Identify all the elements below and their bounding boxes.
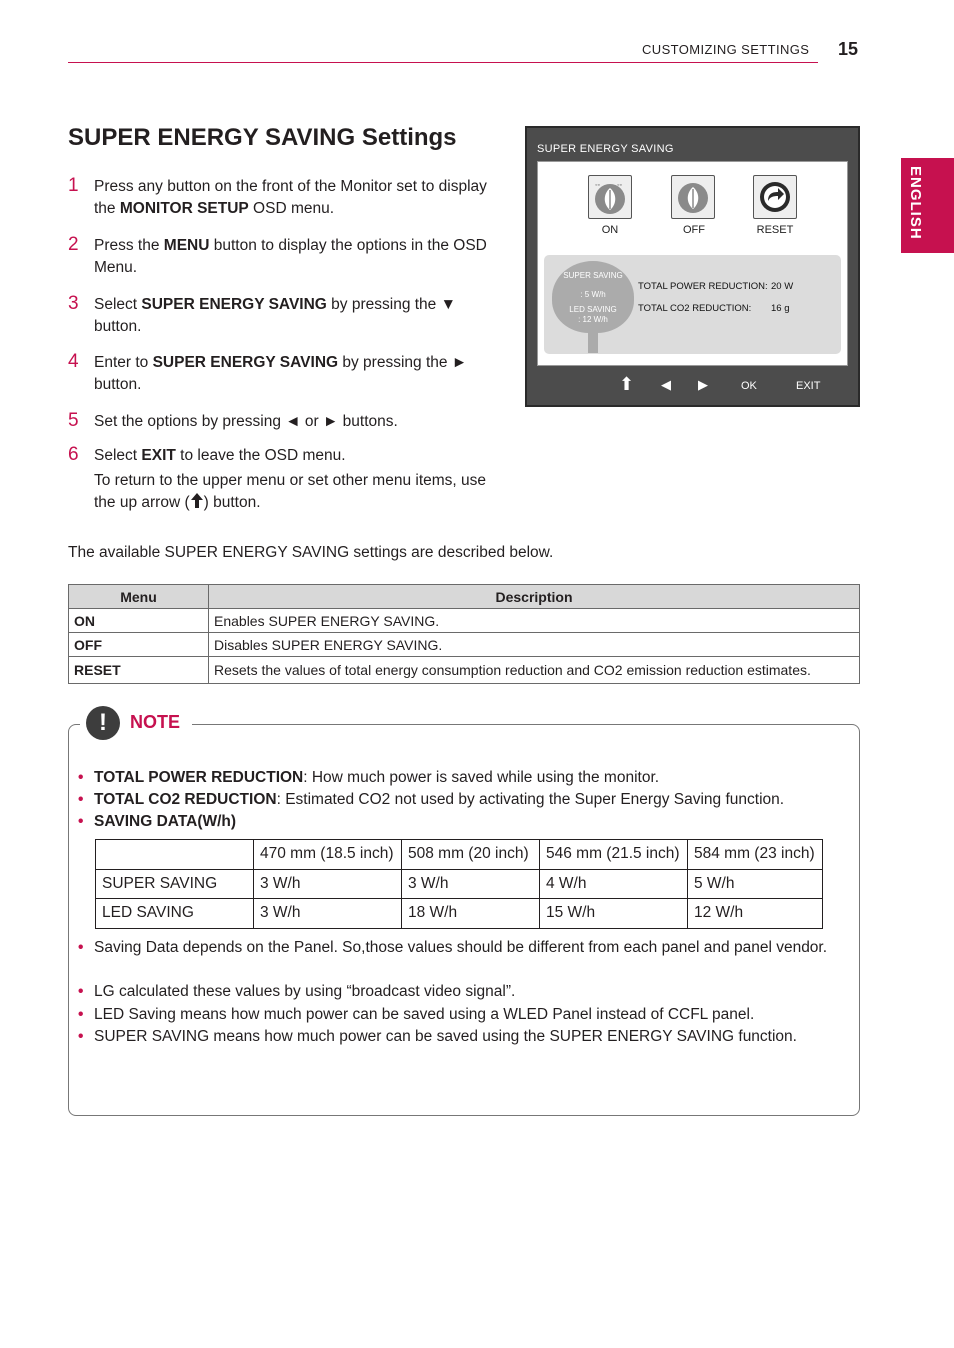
table-header-cell: 508 mm (20 inch): [402, 840, 540, 870]
step-number: 6: [68, 444, 79, 465]
osd-off-button[interactable]: [671, 175, 715, 219]
step-text-post: by pressing the ▼ button.: [94, 296, 456, 335]
table-header-cell: 584 mm (23 inch): [688, 840, 823, 870]
osd-panel: [537, 161, 848, 366]
running-header-section: CUSTOMIZING SETTINGS: [642, 42, 810, 57]
osd-left-arrow-icon[interactable]: ◀: [661, 377, 671, 392]
osd-info-panel: [544, 255, 841, 354]
table-cell: SUPER SAVING: [96, 869, 254, 899]
step-text-post: button to display the options in the OSD Menu.: [94, 237, 487, 276]
table-header-cell: [96, 840, 254, 870]
step-6-extra-b: ) button.: [203, 494, 261, 511]
step-text-pre: Press any button on the front of the Monitor set to display the: [94, 178, 487, 217]
table-row: [96, 869, 823, 899]
table-cell: 18 W/h: [402, 899, 540, 929]
step-6-extra-text: [94, 470, 494, 514]
note-item-rest: : Estimated CO2 not used by activating the Super Energy Saving function.: [276, 791, 785, 808]
note-title: NOTE: [130, 712, 181, 732]
tree-super-label: SUPER SAVING: [563, 271, 623, 280]
step-text-pre: Set the options by pressing ◄ or ► buttons.: [94, 413, 398, 430]
tree-led-value: : 12 W/h: [578, 315, 608, 324]
menu-table: [68, 584, 860, 684]
table-cell: 15 W/h: [540, 899, 688, 929]
bullet-icon: •: [78, 1006, 84, 1023]
step-text-bold: SUPER ENERGY SAVING: [152, 354, 339, 371]
note-item-bold: TOTAL CO2 REDUCTION: [94, 791, 277, 808]
step-text-pre: Press the: [94, 237, 164, 254]
osd-on-button[interactable]: [588, 175, 632, 219]
bullet-icon: •: [78, 769, 84, 786]
language-tab: [901, 158, 954, 253]
step-text-bold: MENU: [163, 237, 210, 254]
reset-icon: [754, 176, 796, 218]
step-text-post: to leave the OSD menu.: [175, 447, 346, 464]
table-header-row: [69, 585, 860, 609]
osd-exit-button[interactable]: EXIT: [796, 380, 821, 392]
tree-super-value: : 5 W/h: [580, 290, 606, 299]
step-number: 2: [68, 234, 79, 255]
note-item-text: [94, 767, 844, 789]
table-row: [69, 657, 860, 684]
description-cell: Disables SUPER ENERGY SAVING.: [209, 633, 860, 657]
intro-text: The available SUPER ENERGY SAVING settings are described below.: [68, 544, 554, 561]
note-item-bold: TOTAL POWER REDUCTION: [94, 769, 304, 786]
svg-text:◦◦: ◦◦: [617, 182, 622, 189]
tree-graphic: [552, 261, 634, 353]
note-item-text: [94, 789, 844, 811]
table-cell: LED SAVING: [96, 899, 254, 929]
co2-reduction-value: 16 g: [771, 303, 790, 314]
page-title: SUPER ENERGY SAVING Settings: [68, 124, 457, 151]
osd-screenshot: [525, 126, 860, 407]
step-text-pre: Enter to: [94, 354, 153, 371]
description-cell: Resets the values of total energy consumption reduction and CO2 emission reduction estimates.: [209, 657, 860, 684]
warning-icon-glyph: !: [99, 709, 107, 736]
osd-button-bar: [537, 366, 848, 404]
table-row: [69, 609, 860, 633]
language-tab-label: ENGLISH: [907, 166, 924, 240]
bullet-icon: •: [78, 939, 84, 956]
table-cell: 5 W/h: [688, 869, 823, 899]
up-arrow-icon: [190, 492, 204, 509]
osd-reset-label: RESET: [756, 224, 794, 236]
tree-led-label: LED SAVING: [569, 305, 617, 314]
bullet-icon: •: [78, 791, 84, 808]
step-text-bold: MONITOR SETUP: [119, 200, 249, 217]
step-number: 3: [68, 293, 79, 314]
leaf-on-icon: [589, 176, 631, 218]
step-text: [94, 294, 494, 338]
table-cell: 3 W/h: [254, 899, 402, 929]
saving-data-table: [95, 839, 823, 929]
header-rule: [68, 62, 818, 63]
step-number: 4: [68, 351, 79, 372]
warning-icon: [86, 706, 120, 740]
tree-trunk: [588, 329, 598, 353]
table-header-cell: 546 mm (21.5 inch): [540, 840, 688, 870]
step-text-post: OSD menu.: [248, 200, 335, 217]
menu-cell: RESET: [69, 657, 209, 684]
table-row: [69, 633, 860, 657]
table-header-cell: 470 mm (18.5 inch): [254, 840, 402, 870]
step-6-extra-a: To return to the upper menu or set other menu items, use the up arrow (: [94, 472, 487, 511]
osd-up-arrow-icon[interactable]: ⬆: [619, 374, 635, 394]
step-text: [94, 411, 494, 433]
table-row: [96, 899, 823, 929]
step-text-bold: SUPER ENERGY SAVING: [141, 296, 327, 313]
bullet-icon: •: [78, 1028, 84, 1045]
osd-on-label: ON: [601, 224, 619, 236]
osd-title: SUPER ENERGY SAVING: [537, 143, 674, 155]
step-text-pre: Select: [94, 296, 142, 313]
table-cell: 3 W/h: [254, 869, 402, 899]
note-item-text: LED Saving means how much power can be saved using a WLED Panel instead of CCFL panel.: [94, 1006, 755, 1023]
power-reduction-value: 20 W: [771, 281, 794, 292]
note-item-text: [94, 811, 844, 833]
co2-reduction-label: TOTAL CO2 REDUCTION:: [638, 303, 752, 314]
note-item-text: Saving Data depends on the Panel. So,those values should be different from each panel and panel vendor.: [94, 939, 828, 956]
step-text-post: by pressing the ► button.: [94, 354, 468, 393]
page-number: 15: [838, 39, 859, 59]
note-item-text: SUPER SAVING means how much power can be saved using the SUPER ENERGY SAVING function.: [94, 1028, 797, 1045]
osd-reset-button[interactable]: [753, 175, 797, 219]
step-text: [94, 176, 494, 220]
bullet-icon: •: [78, 983, 84, 1000]
step-text: [94, 352, 494, 396]
step-text-bold: EXIT: [141, 447, 176, 464]
note-item-text: LG calculated these values by using “broadcast video signal”.: [94, 983, 516, 1000]
step-number: 1: [68, 175, 79, 196]
table-cell: 3 W/h: [402, 869, 540, 899]
step-text: [94, 445, 494, 467]
menu-cell: ON: [69, 609, 209, 633]
step-text-pre: Select: [94, 447, 142, 464]
table-header-row: [96, 840, 823, 870]
table-cell: 4 W/h: [540, 869, 688, 899]
table-header-menu: Menu: [69, 585, 209, 609]
osd-ok-button[interactable]: OK: [741, 380, 757, 392]
step-number: 5: [68, 410, 79, 431]
note-item-rest: : How much power is saved while using the monitor.: [303, 769, 660, 786]
leaf-off-icon: [672, 176, 714, 218]
power-reduction-label: TOTAL POWER REDUCTION:: [638, 281, 768, 292]
table-cell: 12 W/h: [688, 899, 823, 929]
osd-right-arrow-icon[interactable]: ▶: [698, 377, 708, 392]
svg-text:◦◦: ◦◦: [595, 182, 600, 189]
note-item-bold: SAVING DATA(W/h): [94, 813, 237, 830]
table-header-description: Description: [209, 585, 860, 609]
bullet-icon: •: [78, 813, 84, 830]
osd-off-label: OFF: [683, 224, 705, 236]
description-cell: Enables SUPER ENERGY SAVING.: [209, 609, 860, 633]
menu-cell: OFF: [69, 633, 209, 657]
step-text: [94, 235, 494, 279]
